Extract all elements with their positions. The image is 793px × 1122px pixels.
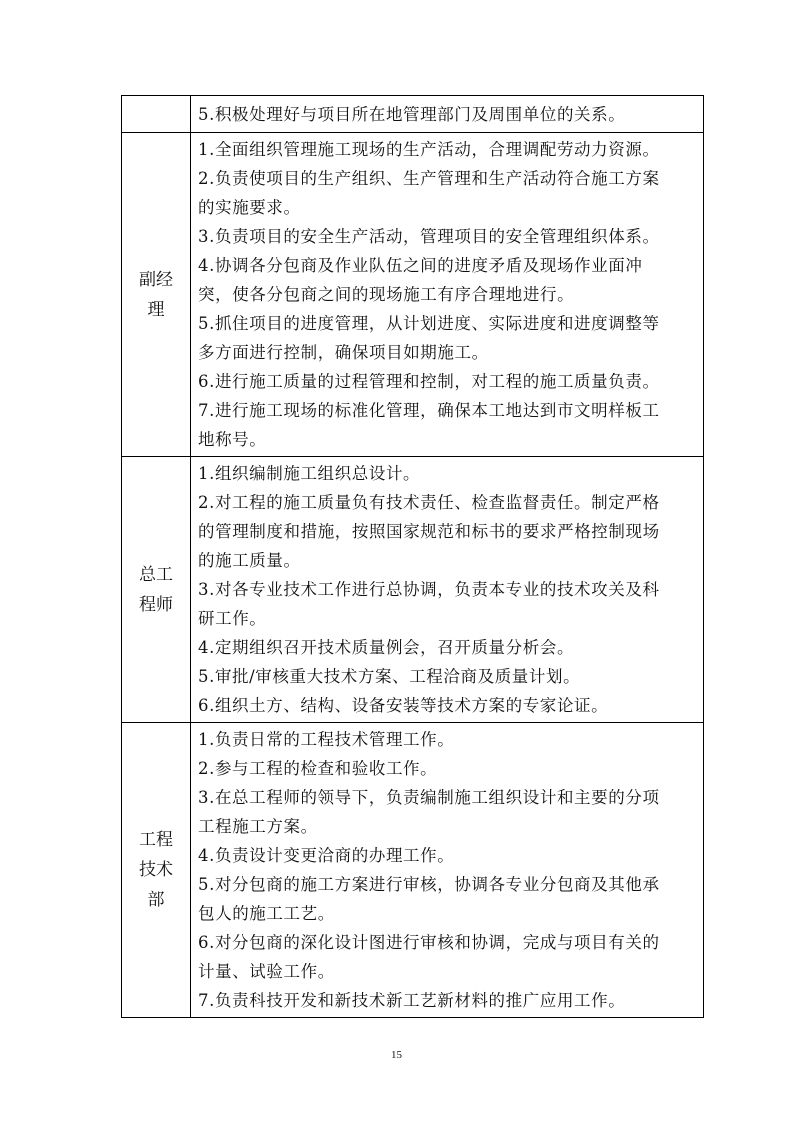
duty-line: 3.在总工程师的领导下，负责编制施工组织设计和主要的分项 [198,788,660,807]
duty-line: 研工作。 [198,609,267,628]
duty-line: 6.对分包商的深化设计图进行审核和协调，完成与项目有关的 [198,933,660,952]
duty-line: 2.对工程的施工质量负有技术责任、检查监督责任。制定严格 [198,493,660,512]
role-label-line: 理 [147,299,165,320]
duty-line: 的实施要求。 [198,198,301,217]
duty-line: 6.进行施工质量的过程管理和控制，对工程的施工质量负责。 [198,372,660,391]
duty-line: 6.组织土方、结构、设备安装等技术方案的专家论证。 [198,696,609,715]
duty-line: 3.对各专业技术工作进行总协调，负责本专业的技术攻关及科 [198,580,660,599]
duty-line: 4.协调各分包商及作业队伍之间的进度矛盾及现场作业面冲 [198,256,643,275]
role-label-line: 总工 [139,564,173,585]
role-label-line: 副经 [139,269,173,290]
duties-cell [191,96,704,133]
duty-line: 的管理制度和措施，按照国家规范和标书的要求严格控制现场 [198,522,660,541]
duty-line: 5.抓住项目的进度管理，从计划进度、实际进度和进度调整等 [198,314,660,333]
duty-line: 2.参与工程的检查和验收工作。 [198,759,438,778]
duty-line: 2.负责使项目的生产组织、生产管理和生产活动符合施工方案 [198,169,660,188]
role-label-line: 程师 [139,594,173,615]
duty-line: 5.对分包商的施工方案进行审核，协调各专业分包商及其他承 [198,875,660,894]
role-cell [122,96,191,133]
duties-cell [191,723,704,1018]
role-label-line: 工程 [139,830,173,850]
duties-cell [191,133,704,457]
role-label-line: 技术 [139,860,173,880]
duty-line: 3.负责项目的安全生产活动，管理项目的安全管理组织体系。 [198,227,660,246]
deputy-manager-row [122,133,704,457]
duty-line: 工程施工方案。 [198,817,318,836]
duty-line: 1.组织编制施工组织总设计。 [198,464,421,483]
duty-line: 7.负责科技开发和新技术新工艺新材料的推广应用工作。 [198,991,626,1010]
duty-line: 的施工质量。 [198,551,301,570]
chief-engineer-row [122,457,704,723]
role-cell [122,133,191,457]
duty-line: 4.负责设计变更洽商的办理工作。 [198,846,455,865]
page-number: 15 [391,1049,402,1061]
duties-cell [191,457,704,723]
continued-row [122,96,704,133]
role-cell [122,457,191,723]
duty-line: 5.审批/审核重大技术方案、工程洽商及质量计划。 [198,667,581,686]
duty-line: 1.负责日常的工程技术管理工作。 [198,730,455,749]
duty-line: 地称号。 [198,430,267,449]
duty-line: 7.进行施工现场的标准化管理，确保本工地达到市文明样板工 [198,401,660,420]
duty-line: 4.定期组织召开技术质量例会，召开质量分析会。 [198,638,575,657]
duty-line: 计量、试验工作。 [198,962,335,981]
duty-line: 包人的施工工艺。 [198,904,335,923]
duty-line: 1.全面组织管理施工现场的生产活动，合理调配劳动力资源。 [198,140,660,159]
responsibility-table [121,95,704,1018]
role-label-line: 部 [147,890,165,910]
role-cell [122,723,191,1018]
duty-line: 突，使各分包商之间的现场施工有序合理地进行。 [198,285,575,304]
engineering-dept-row [122,723,704,1018]
duty-line: 多方面进行控制，确保项目如期施工。 [198,343,489,362]
duty-line: 5.积极处理好与项目所在地管理部门及周围单位的关系。 [198,104,626,124]
